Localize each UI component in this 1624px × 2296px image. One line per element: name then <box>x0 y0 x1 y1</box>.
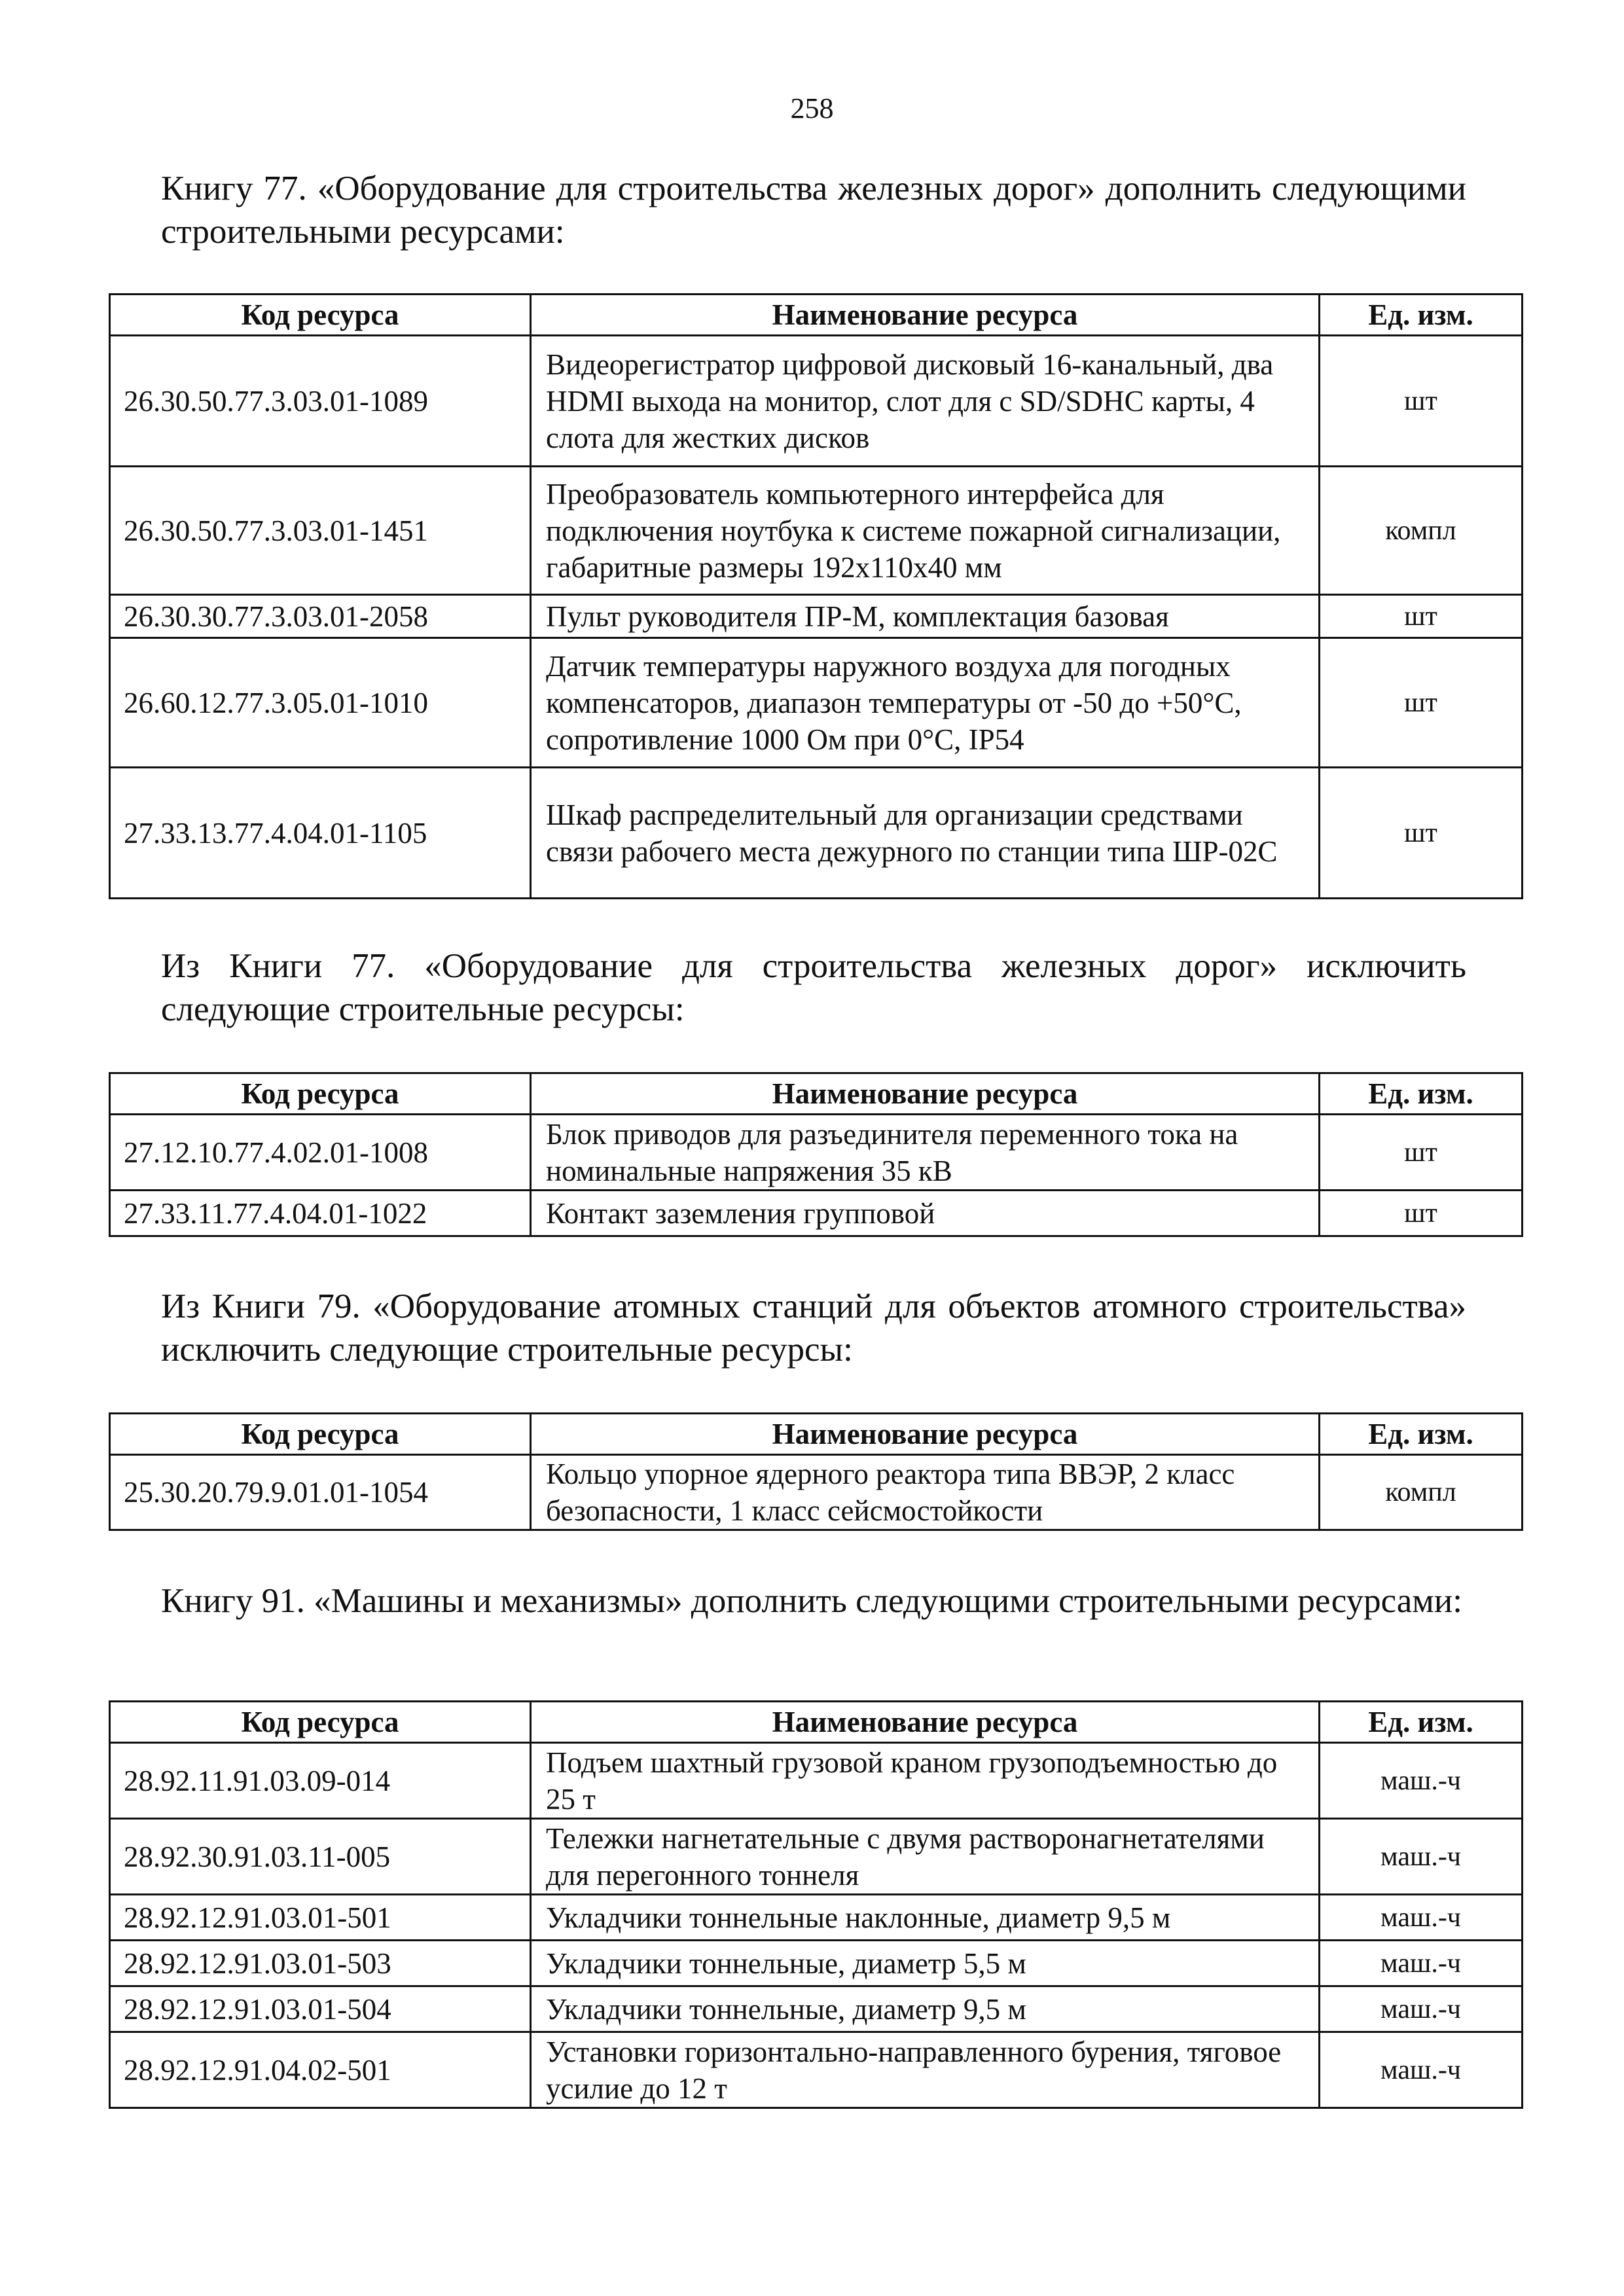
header-unit: Ед. изм. <box>1320 1702 1523 1743</box>
table-row <box>110 2032 1523 2108</box>
resource-name: Укладчики тоннельные наклонные, диаметр 9,5 м <box>531 1895 1320 1941</box>
resource-code: 27.33.13.77.4.04.01-1105 <box>110 768 531 899</box>
resource-name: Пульт руководителя ПР-М, комплектация базовая <box>531 595 1320 638</box>
section-4-intro: Книгу 91. «Машины и механизмы» дополнить следующими строительными ресурсами: <box>161 1582 1462 1620</box>
table-row <box>110 595 1523 638</box>
header-name: Наименование ресурса <box>531 1702 1320 1743</box>
resource-unit: маш.-ч <box>1320 2032 1523 2108</box>
resource-table-3 <box>109 1412 1523 1531</box>
resource-name: Контакт заземления групповой <box>531 1191 1320 1236</box>
resource-unit: маш.-ч <box>1320 1986 1523 2032</box>
table-row <box>110 1115 1523 1191</box>
page-number: 258 <box>790 92 834 124</box>
section-1-intro: Книгу 77. «Оборудование для строительства железных дорог» дополнить следующими строительными ресурсами: <box>161 170 1466 251</box>
table-header-row <box>110 295 1523 336</box>
resource-code: 27.33.11.77.4.04.01-1022 <box>110 1191 531 1236</box>
table-row <box>110 1941 1523 1986</box>
resource-unit: шт <box>1320 1191 1523 1236</box>
resource-unit: шт <box>1320 638 1523 768</box>
resource-name: Преобразователь компьютерного интерфейса для подключения ноутбука к системе пожарной сигнализации, габаритные размеры 192х110х40 мм <box>531 467 1320 595</box>
resource-name: Шкаф распределительный для организации средствами связи рабочего места дежурного по станции типа ШР-02С <box>531 768 1320 899</box>
header-unit: Ед. изм. <box>1320 1414 1523 1455</box>
table-header-row <box>110 1414 1523 1455</box>
resource-name: Датчик температуры наружного воздуха для погодных компенсаторов, диапазон температуры от -50 до +50°С, сопротивление 1000 Ом при 0°С, IP54 <box>531 638 1320 768</box>
resource-code: 28.92.12.91.04.02-501 <box>110 2032 531 2108</box>
resource-code: 26.30.50.77.3.03.01-1089 <box>110 336 531 467</box>
resource-name: Кольцо упорное ядерного реактора типа ВВЭР, 2 класс безопасности, 1 класс сейсмостойкости <box>531 1455 1320 1530</box>
table-row <box>110 768 1523 899</box>
header-unit: Ед. изм. <box>1320 1073 1523 1115</box>
resource-name: Подъем шахтный грузовой краном грузоподъемностью до 25 т <box>531 1743 1320 1819</box>
resource-table-2 <box>109 1072 1523 1237</box>
resource-code: 26.60.12.77.3.05.01-1010 <box>110 638 531 768</box>
resource-code: 28.92.12.91.03.01-503 <box>110 1941 531 1986</box>
resource-table-1 <box>109 293 1523 899</box>
resource-name: Видеорегистратор цифровой дисковый 16-канальный, два HDMI выхода на монитор, слот для с SD/SDHC карты, 4 слота для жестких дисков <box>531 336 1320 467</box>
resource-name: Блок приводов для разъединителя переменного тока на номинальные напряжения 35 кВ <box>531 1115 1320 1191</box>
header-unit: Ед. изм. <box>1320 295 1523 336</box>
resource-code: 28.92.11.91.03.09-014 <box>110 1743 531 1819</box>
resource-unit: маш.-ч <box>1320 1819 1523 1895</box>
header-code: Код ресурса <box>110 1702 531 1743</box>
resource-unit: маш.-ч <box>1320 1941 1523 1986</box>
resource-unit: маш.-ч <box>1320 1743 1523 1819</box>
table-header-row <box>110 1702 1523 1743</box>
header-code: Код ресурса <box>110 1073 531 1115</box>
resource-table-4 <box>109 1700 1523 2109</box>
table-row <box>110 1191 1523 1236</box>
section-2-intro: Из Книги 77. «Оборудование для строительства железных дорог» исключить следующие строительные ресурсы: <box>161 947 1466 1028</box>
resource-code: 26.30.50.77.3.03.01-1451 <box>110 467 531 595</box>
resource-unit: маш.-ч <box>1320 1895 1523 1941</box>
resource-name: Укладчики тоннельные, диаметр 9,5 м <box>531 1986 1320 2032</box>
table-row <box>110 467 1523 595</box>
table-row <box>110 1895 1523 1941</box>
header-name: Наименование ресурса <box>531 1414 1320 1455</box>
table-row <box>110 1455 1523 1530</box>
resource-name: Укладчики тоннельные, диаметр 5,5 м <box>531 1941 1320 1986</box>
resource-unit: шт <box>1320 1115 1523 1191</box>
resource-code: 28.92.12.91.03.01-504 <box>110 1986 531 2032</box>
resource-unit: шт <box>1320 768 1523 899</box>
resource-code: 27.12.10.77.4.02.01-1008 <box>110 1115 531 1191</box>
header-code: Код ресурса <box>110 1414 531 1455</box>
table-row <box>110 1743 1523 1819</box>
resource-unit: компл <box>1320 467 1523 595</box>
resource-unit: компл <box>1320 1455 1523 1530</box>
table-header-row <box>110 1073 1523 1115</box>
resource-code: 25.30.20.79.9.01.01-1054 <box>110 1455 531 1530</box>
resource-name: Тележки нагнетательные с двумя растворонагнетателями для перегонного тоннеля <box>531 1819 1320 1895</box>
resource-unit: шт <box>1320 336 1523 467</box>
resource-code: 28.92.12.91.03.01-501 <box>110 1895 531 1941</box>
table-row <box>110 1819 1523 1895</box>
resource-code: 28.92.30.91.03.11-005 <box>110 1819 531 1895</box>
resource-code: 26.30.30.77.3.03.01-2058 <box>110 595 531 638</box>
resource-unit: шт <box>1320 595 1523 638</box>
table-row <box>110 1986 1523 2032</box>
resource-name: Установки горизонтально-направленного бурения, тяговое усилие до 12 т <box>531 2032 1320 2108</box>
header-code: Код ресурса <box>110 295 531 336</box>
header-name: Наименование ресурса <box>531 1073 1320 1115</box>
table-row <box>110 336 1523 467</box>
header-name: Наименование ресурса <box>531 295 1320 336</box>
section-3-intro: Из Книги 79. «Оборудование атомных станций для объектов атомного строительства» исключить следующие строительные ресурсы: <box>161 1287 1466 1369</box>
table-row <box>110 638 1523 768</box>
